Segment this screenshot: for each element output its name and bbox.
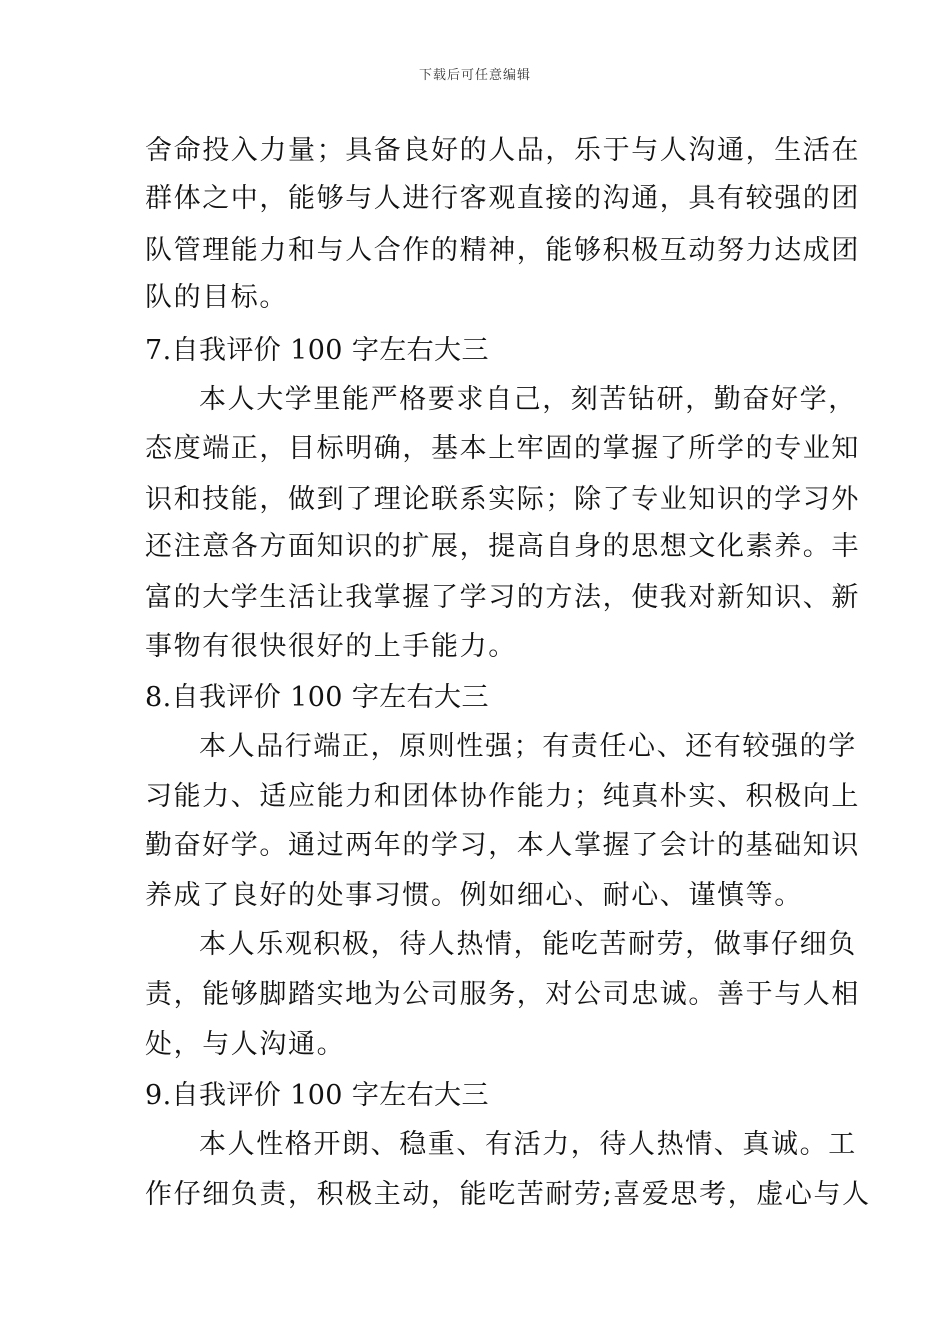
paragraph-first-line: 本人乐观积极，待人热情，能吃苦耐劳，做事仔细负	[199, 929, 857, 960]
page-header: 下载后可任意编辑	[418, 68, 531, 83]
text-line: 队管理能力和与人合作的精神，能够积极互动努力达成团	[145, 235, 860, 266]
text-line: 养成了良好的处事习惯。例如细心、耐心、谨慎等。	[145, 880, 803, 911]
paragraph-first-line: 本人性格开朗、稳重、有活力，待人热情、真诚。工	[199, 1129, 857, 1160]
paragraph-first-line: 本人品行端正，原则性强；有责任心、还有较强的学	[199, 731, 857, 762]
section-heading: 7.自我评价 100 字左右大三	[145, 335, 489, 366]
text-line: 责，能够脚踏实地为公司服务，对公司忠诚。善于与人相	[145, 979, 860, 1010]
text-line: 队的目标。	[145, 282, 288, 313]
text-line: 富的大学生活让我掌握了学习的方法，使我对新知识、新	[145, 582, 860, 613]
text-line: 识和技能，做到了理论联系实际；除了专业知识的学习外	[145, 484, 860, 515]
section-heading: 8.自我评价 100 字左右大三	[145, 682, 489, 713]
paragraph-first-line: 本人大学里能严格要求自己，刻苦钻研，勤奋好学，	[199, 384, 857, 415]
text-line: 习能力、适应能力和团体协作能力；纯真朴实、积极向上	[145, 781, 860, 812]
text-line: 舍命投入力量；具备良好的人品，乐于与人沟通，生活在	[145, 135, 860, 166]
section-heading: 9.自我评价 100 字左右大三	[145, 1080, 489, 1111]
text-line: 作仔细负责，积极主动，能吃苦耐劳;喜爱思考，虚心与人	[145, 1179, 871, 1210]
text-line: 勤奋好学。通过两年的学习，本人掌握了会计的基础知识	[145, 830, 860, 861]
text-line: 事物有很快很好的上手能力。	[145, 631, 517, 662]
text-line: 群体之中，能够与人进行客观直接的沟通，具有较强的团	[145, 183, 860, 214]
text-line: 态度端正，目标明确，基本上牢固的掌握了所学的专业知	[145, 433, 860, 464]
text-line: 处，与人沟通。	[145, 1029, 346, 1060]
text-line: 还注意各方面知识的扩展，提高自身的思想文化素养。丰	[145, 531, 860, 562]
